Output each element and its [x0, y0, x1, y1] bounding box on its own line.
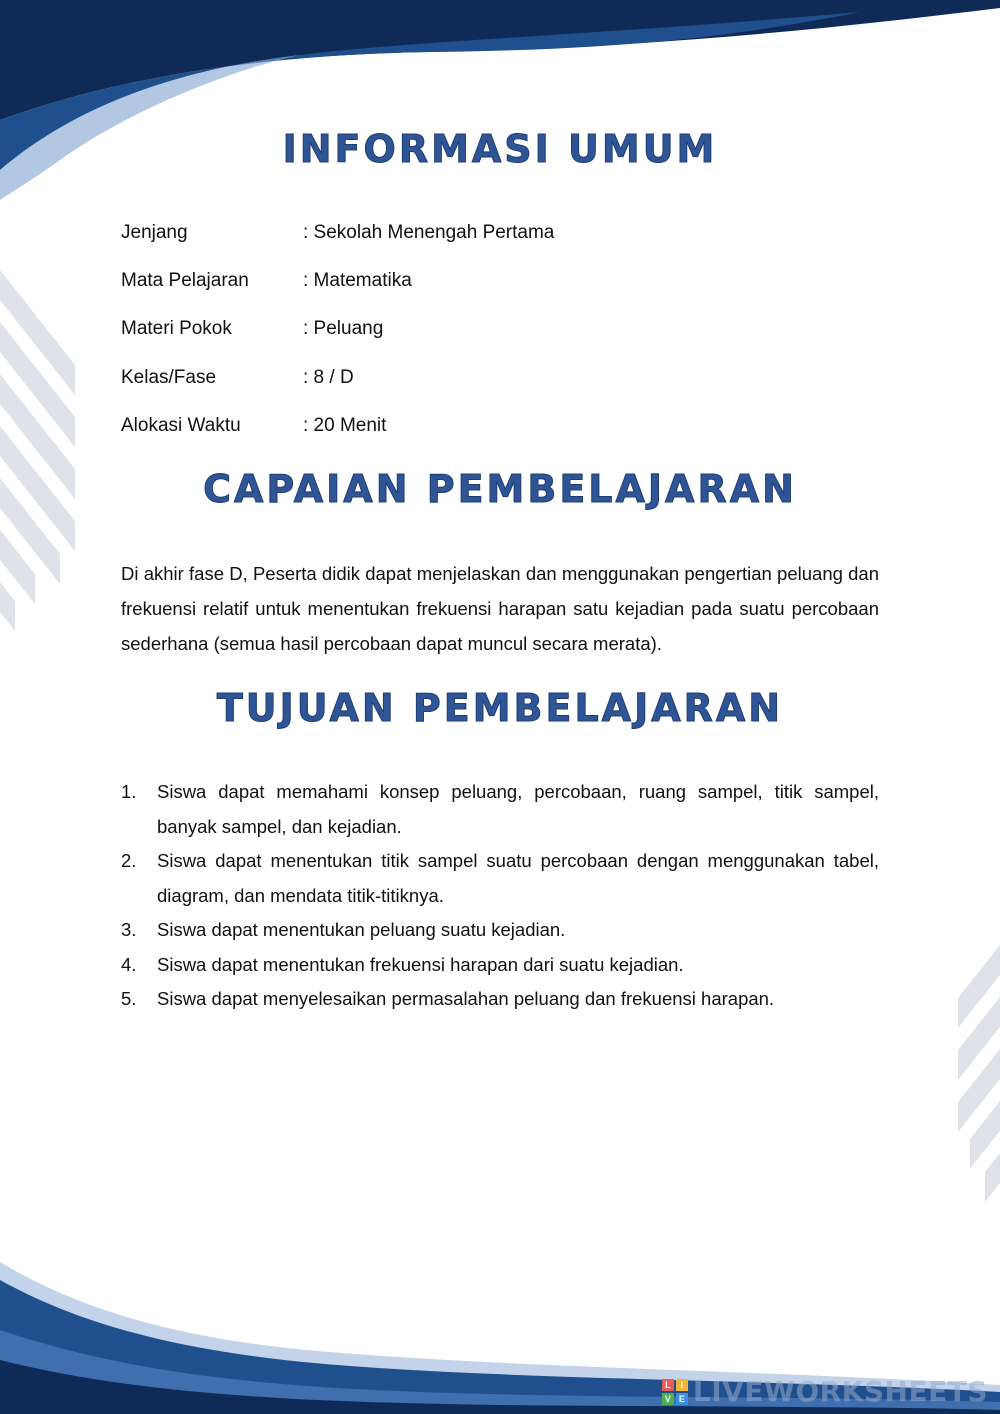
left-stripes: [0, 270, 75, 631]
list-item: [121, 844, 879, 913]
list-text: Siswa dapat menentukan peluang suatu kejadian.: [157, 919, 566, 940]
logo-letter: L: [662, 1379, 674, 1391]
list-number: 2.: [121, 850, 137, 871]
info-value: : Matematika: [303, 270, 412, 291]
tujuan-list: [121, 775, 879, 1017]
list-text: Siswa dapat menentukan frekuensi harapan dari suatu kejadian.: [157, 953, 684, 975]
section-title-tujuan-pembelajaran: TUJUAN PEMBELAJARAN: [216, 686, 784, 730]
info-value: : 8 / D: [303, 367, 354, 388]
info-value: : 20 Menit: [303, 415, 387, 436]
info-row-mata-pelajaran: [121, 268, 412, 294]
logo-letter: E: [676, 1393, 688, 1405]
info-label: Jenjang: [121, 222, 188, 243]
info-label: Kelas/Fase: [121, 367, 217, 388]
list-number: 3.: [121, 919, 137, 940]
info-row-alokasi-waktu: [121, 413, 386, 439]
list-number: 5.: [121, 988, 137, 1009]
list-text: Siswa dapat menyelesaikan permasalahan peluang dan frekuensi harapan.: [157, 988, 775, 1009]
info-row-jenjang: [121, 220, 554, 246]
watermark-text: LIVEWORKSHEETS: [692, 1375, 988, 1408]
logo-letter: V: [662, 1393, 674, 1405]
info-row-materi-pokok: [121, 316, 383, 342]
info-value: : Peluang: [303, 318, 384, 339]
info-label: Materi Pokok: [121, 318, 232, 339]
list-item: [121, 775, 879, 844]
right-stripes: [958, 945, 1000, 1202]
list-item: [121, 948, 879, 983]
info-value: : Sekolah Menengah Pertama: [303, 222, 555, 243]
info-label: Mata Pelajaran: [121, 270, 249, 291]
liveworksheets-logo-icon: [662, 1379, 688, 1405]
list-item: [121, 913, 879, 948]
list-number: 1.: [121, 781, 137, 802]
logo-letter: I: [676, 1379, 688, 1391]
list-text: Siswa dapat menentukan titik sampel suatu percobaan dengan menggunakan tabel, diagram, dan mendata titik-titiknya.: [157, 850, 879, 906]
list-text: Siswa dapat memahami konsep peluang, percobaan, ruang sampel, titik sampel, banyak sampel, dan kejadian.: [157, 781, 879, 837]
section-title-informasi-umum: INFORMASI UMUM: [282, 127, 718, 171]
info-label: Alokasi Waktu: [121, 415, 241, 436]
section-title-capaian-pembelajaran: CAPAIAN PEMBELAJARAN: [203, 467, 797, 511]
info-row-kelas-fase: [121, 365, 354, 391]
capaian-paragraph: Di akhir fase D, Peserta didik dapat menjelaskan dan menggunakan pengertian peluang dan frekuensi relatif untuk menentukan frekuensi harapan satu kejadian pada suatu percobaan sederhana (semua hasil percobaan dapat muncul secara merata).: [121, 563, 879, 654]
liveworksheets-watermark[interactable]: [662, 1375, 988, 1408]
list-number: 4.: [121, 953, 137, 975]
list-item: [121, 982, 879, 1017]
